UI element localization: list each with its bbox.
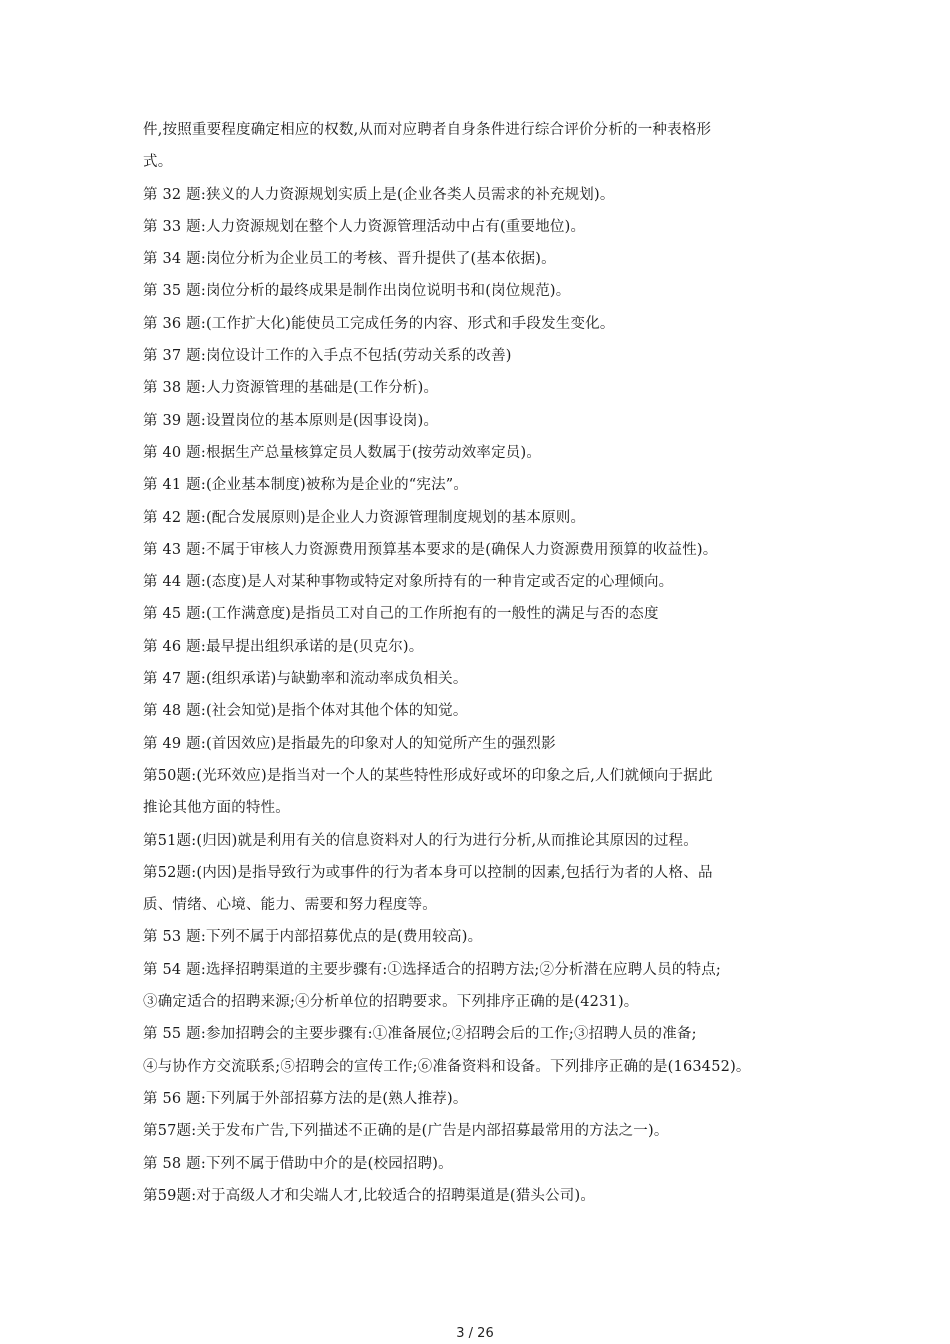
text-line: 第 42 题:(配合发展原则)是企业人力资源管理制度规划的基本原则。 [143,509,586,526]
text-line: 第 39 题:设置岗位的基本原则是(因事设岗)。 [143,412,439,429]
text-line: 第 44 题:(态度)是人对某种事物或特定对象所持有的一种肯定或否定的心理倾向。 [143,574,674,591]
text-line: 第50题:(光环效应)是指当对一个人的某些特性形成好或坏的印象之后,人们就倾向于据此 [143,767,713,784]
text-line: 第 37 题:岗位设计工作的入手点不包括(劳动关系的改善) [143,348,512,365]
text-line: 推论其他方面的特性。 [143,800,290,817]
text-line: 第 36 题:(工作扩大化)能使员工完成任务的内容、形式和手段发生变化。 [143,315,615,332]
text-line: 第 48 题:(社会知觉)是指个体对其他个体的知觉。 [143,703,468,720]
text-line: ④与协作方交流联系;⑤招聘会的宣传工作;⑥准备资料和设备。下列排序正确的是(163452)。 [143,1058,751,1075]
text-line: ③确定适合的招聘来源;④分析单位的招聘要求。下列排序正确的是(4231)。 [143,994,639,1011]
text-line: 第 49 题:(首因效应)是指最先的印象对人的知觉所产生的强烈影 [143,735,556,752]
text-line: 第 43 题:不属于审核人力资源费用预算基本要求的是(确保人力资源费用预算的收益性)。 [143,541,718,558]
text-line: 件,按照重要程度确定相应的权数,从而对应聘者自身条件进行综合评价分析的一种表格形 [143,122,712,138]
text-line: 第 40 题:根据生产总量核算定员人数属于(按劳动效率定员)。 [143,444,542,461]
text-line: 第 46 题:最早提出组织承诺的是(贝克尔)。 [143,638,424,655]
text-line: 第 53 题:下列不属于内部招募优点的是(费用较高)。 [143,929,483,946]
text-line: 第 47 题:(组织承诺)与缺勤率和流动率成负相关。 [143,671,468,688]
page-number: 3 / 26 [456,1326,494,1341]
text-line: 第 55 题:参加招聘会的主要步骤有:①准备展位;②招聘会后的工作;③招聘人员的准备; [143,1026,697,1043]
text-line: 第 33 题:人力资源规划在整个人力资源管理活动中占有(重要地位)。 [143,218,586,235]
text-line: 第52题:(内因)是指导致行为或事件的行为者本身可以控制的因素,包括行为者的人格、品 [143,864,713,881]
text-line: 第 41 题:(企业基本制度)被称为是企业的“宪法”。 [143,477,469,494]
text-line: 第 34 题:岗位分析为企业员工的考核、晋升提供了(基本依据)。 [143,251,556,268]
text-line: 第 54 题:选择招聘渠道的主要步骤有:①选择适合的招聘方法;②分析潜在应聘人员的特点; [143,961,722,978]
text-line: 第51题:(归因)就是利用有关的信息资料对人的行为进行分析,从而推论其原因的过程。 [143,832,698,849]
text-line: 第 56 题:下列属于外部招募方法的是(熟人推荐)。 [143,1090,468,1107]
text-line: 第 45 题:(工作满意度)是指员工对自己的工作所抱有的一般性的满足与否的态度 [143,606,659,623]
text-line: 第 35 题:岗位分析的最终成果是制作出岗位说明书和(岗位规范)。 [143,283,571,300]
document-body [143,114,833,1212]
text-line: 式。 [143,154,173,171]
text-line: 质、情绪、心境、能力、需要和努力程度等。 [143,897,437,914]
text-line: 第 32 题:狭义的人力资源规划实质上是(企业各类人员需求的补充规划)。 [143,186,615,203]
text-line: 第 58 题:下列不属于借助中介的是(校园招聘)。 [143,1155,453,1172]
text-line: 第57题:关于发布广告,下列描述不正确的是(广告是内部招募最常用的方法之一)。 [143,1123,669,1140]
text-line: 第59题:对于高级人才和尖端人才,比较适合的招聘渠道是(猎头公司)。 [143,1187,596,1204]
text-line: 第 38 题:人力资源管理的基础是(工作分析)。 [143,380,439,397]
